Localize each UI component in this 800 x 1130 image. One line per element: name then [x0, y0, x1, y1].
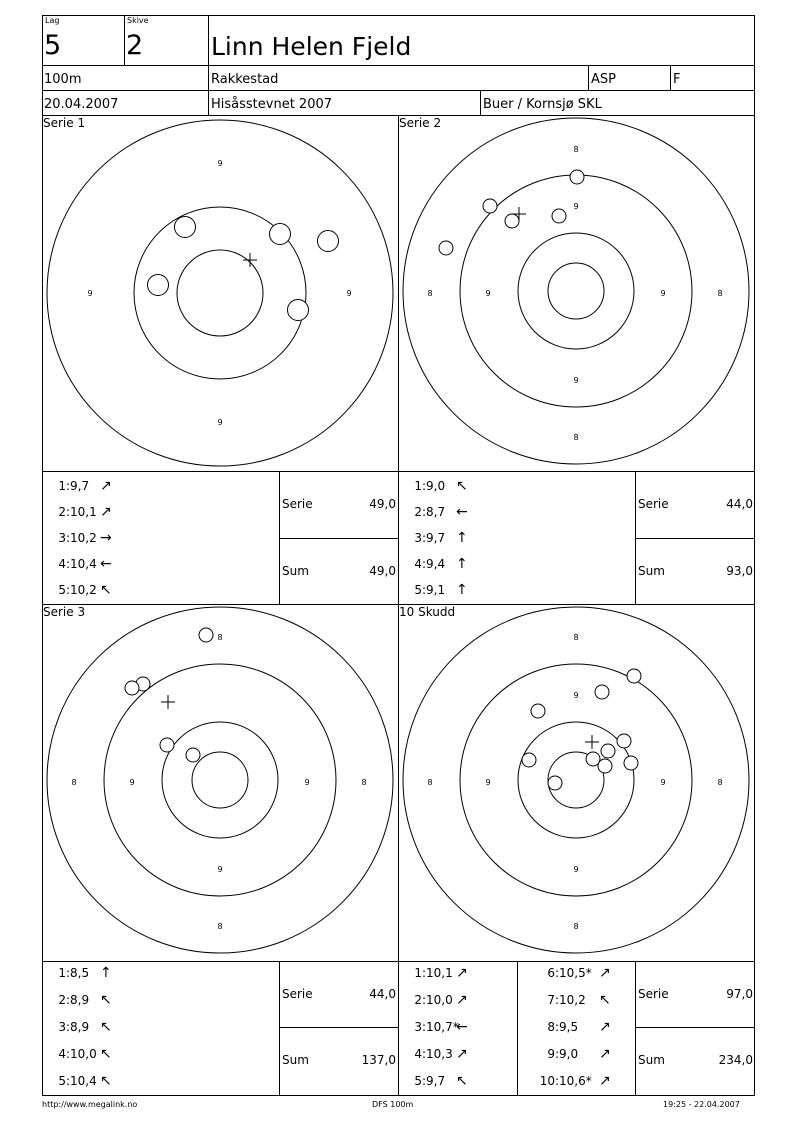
shot-value: 10,2 — [559, 993, 586, 1007]
serie-value: 49,0 — [369, 497, 396, 511]
footer-timestamp: 19:25 - 22.04.2007 — [663, 1100, 740, 1109]
direction-arrow-icon: ↗ — [599, 1019, 611, 1035]
shot-number: 2: — [58, 505, 70, 519]
direction-arrow-icon: ↖ — [100, 992, 112, 1008]
sum-label: Sum — [638, 1053, 665, 1067]
list-item — [533, 1019, 611, 1035]
ring-label: 8 — [361, 778, 367, 787]
shot-value: 9,4 — [426, 557, 446, 571]
direction-arrow-icon: → — [100, 530, 112, 546]
ring-label: 8 — [217, 633, 223, 642]
shot-number: 2: — [414, 505, 426, 519]
direction-arrow-icon: ↑ — [456, 582, 468, 598]
divider — [480, 90, 481, 116]
shot-hole — [598, 759, 612, 773]
shot-value: 9,0 — [559, 1047, 579, 1061]
direction-arrow-icon: ↗ — [456, 1046, 468, 1062]
direction-arrow-icon: ← — [456, 1019, 468, 1035]
shot-hole — [288, 300, 309, 321]
direction-arrow-icon: ↗ — [100, 504, 112, 520]
shot-value: 9,5 — [559, 1020, 579, 1034]
target-serie-3 — [42, 605, 398, 961]
shot-value: 10,0 — [426, 993, 453, 1007]
footer-center: DFS 100m — [372, 1100, 414, 1109]
ring-label: 9 — [660, 289, 666, 298]
ring-label: 9 — [304, 778, 310, 787]
divider — [588, 65, 589, 91]
ring-label: 9 — [660, 778, 666, 787]
direction-arrow-icon: ↗ — [100, 478, 112, 494]
shot-hole — [595, 685, 609, 699]
shot-value: 10,2 — [70, 583, 97, 597]
ring-label: 8 — [573, 433, 579, 442]
ring-label: 8 — [573, 922, 579, 931]
shot-number: 4: — [58, 557, 70, 571]
shot-hole — [148, 275, 169, 296]
list-item — [44, 504, 112, 520]
shot-number: 1: — [58, 966, 70, 980]
target-ring — [518, 233, 634, 349]
serie-value: 44,0 — [369, 987, 396, 1001]
ring-label: 9 — [217, 418, 223, 427]
list-item — [44, 1046, 112, 1062]
ring-label: 9 — [87, 289, 93, 298]
shot-value: 9,0 — [426, 479, 446, 493]
direction-arrow-icon: ↑ — [456, 530, 468, 546]
direction-arrow-icon: ↗ — [599, 1073, 611, 1089]
list-item — [400, 965, 468, 981]
shot-hole — [601, 744, 615, 758]
shot-number: 3: — [414, 1020, 426, 1034]
list-item — [400, 504, 468, 520]
serie-label: Serie — [282, 497, 313, 511]
target-ring — [192, 752, 248, 808]
divider — [635, 1027, 755, 1028]
ring-label: 9 — [217, 865, 223, 874]
shot-hole — [548, 776, 562, 790]
lag-label: Lag — [45, 16, 60, 25]
shot-value: 10,1 — [426, 966, 453, 980]
serie-value: 97,0 — [726, 987, 753, 1001]
list-item — [533, 992, 611, 1008]
shot-value: 8,7 — [426, 505, 446, 519]
sum-value: 49,0 — [369, 564, 396, 578]
class-f: F — [673, 72, 681, 87]
ring-label: 9 — [573, 376, 579, 385]
shot-value: 9,7 — [426, 531, 446, 545]
ring-label: 8 — [71, 778, 77, 787]
shot-number: 2: — [414, 993, 426, 1007]
sum-label: Sum — [282, 564, 309, 578]
shot-number: 4: — [414, 1047, 426, 1061]
panel-title-serie-3: Serie 3 — [43, 605, 86, 619]
divider — [124, 15, 125, 66]
shot-value: 9,7 — [426, 1074, 446, 1088]
shooter-name: Linn Helen Fjeld — [211, 32, 412, 61]
shot-hole — [627, 669, 641, 683]
target-serie-1 — [42, 116, 398, 471]
footer-link[interactable]: http://www.megalink.no — [42, 1100, 138, 1109]
place: Rakkestad — [211, 72, 279, 87]
ring-label: 9 — [485, 289, 491, 298]
ring-label: 8 — [217, 922, 223, 931]
shot-number: 10: — [539, 1074, 559, 1088]
direction-arrow-icon: ↑ — [100, 965, 112, 981]
shot-number: 1: — [58, 479, 70, 493]
panel-title-10-skudd: 10 Skudd — [399, 605, 456, 619]
list-item — [400, 530, 468, 546]
divider — [635, 961, 636, 1096]
shot-number: 3: — [58, 1020, 70, 1034]
shot-value: 10,0 — [70, 1047, 97, 1061]
shot-value: 10,5* — [559, 966, 592, 980]
shot-value: 9,7 — [70, 479, 90, 493]
target-ring — [47, 607, 393, 953]
shot-value: 10,2 — [70, 531, 97, 545]
shot-hole — [624, 756, 638, 770]
shot-number: 5: — [414, 1074, 426, 1088]
distance: 100m — [44, 72, 82, 87]
shot-hole — [160, 738, 174, 752]
shot-hole — [552, 209, 566, 223]
direction-arrow-icon: ↖ — [100, 1019, 112, 1035]
list-item — [400, 478, 468, 494]
direction-arrow-icon: ↑ — [456, 556, 468, 572]
list-item — [533, 965, 611, 981]
skive-label: Skive — [127, 16, 149, 25]
ring-label: 9 — [217, 159, 223, 168]
serie-value: 44,0 — [726, 497, 753, 511]
direction-arrow-icon: ↖ — [456, 1073, 468, 1089]
shot-value: 8,9 — [70, 1020, 90, 1034]
mean-point-cross — [243, 253, 257, 267]
shot-number: 5: — [58, 1074, 70, 1088]
shot-value: 9,1 — [426, 583, 446, 597]
target-ring — [162, 722, 278, 838]
shot-hole — [617, 734, 631, 748]
ring-label: 9 — [346, 289, 352, 298]
shot-number: 2: — [58, 993, 70, 1007]
shot-number: 1: — [414, 966, 426, 980]
panel-title-serie-1: Serie 1 — [43, 116, 86, 130]
target-ring — [403, 607, 749, 953]
divider — [42, 65, 755, 66]
lag-value: 5 — [44, 30, 62, 61]
direction-arrow-icon: ↗ — [456, 965, 468, 981]
direction-arrow-icon: ↖ — [100, 582, 112, 598]
list-item — [44, 582, 112, 598]
skive-value: 2 — [126, 30, 144, 61]
direction-arrow-icon: ↖ — [456, 478, 468, 494]
shot-hole — [199, 628, 213, 642]
shot-number: 1: — [414, 479, 426, 493]
divider — [279, 1027, 398, 1028]
divider — [42, 90, 755, 91]
shot-value: 8,9 — [70, 993, 90, 1007]
event-name: Hisåsstevnet 2007 — [211, 97, 333, 112]
shot-hole — [505, 214, 519, 228]
target-ring — [518, 722, 634, 838]
direction-arrow-icon: ↗ — [599, 1046, 611, 1062]
panel-title-serie-2: Serie 2 — [399, 116, 442, 130]
shot-value: 10,6* — [559, 1074, 592, 1088]
direction-arrow-icon: ↖ — [100, 1046, 112, 1062]
shot-hole — [439, 241, 453, 255]
shot-hole — [270, 224, 291, 245]
shot-hole — [483, 199, 497, 213]
list-item — [400, 992, 468, 1008]
direction-arrow-icon: ↗ — [456, 992, 468, 1008]
list-item — [400, 556, 468, 572]
direction-arrow-icon: ← — [100, 556, 112, 572]
shot-value: 8,5 — [70, 966, 90, 980]
shot-hole — [570, 170, 584, 184]
list-item — [44, 992, 112, 1008]
divider — [42, 961, 755, 962]
divider — [517, 961, 518, 1096]
divider — [279, 961, 280, 1096]
list-item — [400, 1019, 468, 1035]
class-asp: ASP — [591, 72, 616, 87]
ring-label: 9 — [573, 202, 579, 211]
shot-number: 5: — [414, 583, 426, 597]
divider — [670, 65, 671, 91]
shot-number: 7: — [547, 993, 559, 1007]
shot-hole — [186, 748, 200, 762]
shot-number: 3: — [414, 531, 426, 545]
ring-label: 8 — [427, 289, 433, 298]
date: 20.04.2007 — [44, 97, 119, 112]
ring-label: 8 — [573, 633, 579, 642]
shot-value: 10,7* — [426, 1020, 459, 1034]
shot-number: 9: — [547, 1047, 559, 1061]
target-serie-2 — [398, 116, 755, 471]
target-ring — [47, 120, 393, 466]
shot-hole — [175, 217, 196, 238]
direction-arrow-icon: ↖ — [100, 1073, 112, 1089]
list-item — [400, 1073, 468, 1089]
shot-hole — [522, 753, 536, 767]
ring-label: 9 — [573, 691, 579, 700]
list-item — [44, 1019, 112, 1035]
ring-label: 9 — [129, 778, 135, 787]
target-ring — [548, 263, 604, 319]
serie-label: Serie — [638, 987, 669, 1001]
shot-hole — [531, 704, 545, 718]
ring-label: 8 — [717, 289, 723, 298]
list-item — [44, 556, 112, 572]
list-item — [400, 1046, 468, 1062]
shot-number: 3: — [58, 531, 70, 545]
list-item — [533, 1046, 611, 1062]
mean-point-cross — [585, 735, 599, 749]
club-name: Buer / Kornsjø SKL — [483, 97, 602, 112]
direction-arrow-icon: ↗ — [599, 965, 611, 981]
shot-number: 4: — [414, 557, 426, 571]
shot-value: 10,4 — [70, 557, 97, 571]
shot-value: 10,4 — [70, 1074, 97, 1088]
list-item — [533, 1073, 611, 1089]
mean-point-cross — [161, 695, 175, 709]
divider — [42, 471, 755, 472]
list-item — [44, 965, 112, 981]
list-item — [44, 1073, 112, 1089]
target-ring — [104, 664, 336, 896]
shot-value: 10,1 — [70, 505, 97, 519]
sum-value: 93,0 — [726, 564, 753, 578]
sum-value: 234,0 — [718, 1053, 753, 1067]
divider — [279, 538, 398, 539]
ring-label: 8 — [573, 145, 579, 154]
sum-label: Sum — [282, 1053, 309, 1067]
shot-hole — [318, 231, 339, 252]
shot-number: 8: — [547, 1020, 559, 1034]
divider — [635, 538, 755, 539]
ring-label: 8 — [427, 778, 433, 787]
serie-label: Serie — [282, 987, 313, 1001]
list-item — [44, 478, 112, 494]
list-item — [400, 582, 468, 598]
serie-label: Serie — [638, 497, 669, 511]
sum-value: 137,0 — [361, 1053, 396, 1067]
shot-hole — [125, 681, 139, 695]
direction-arrow-icon: ↖ — [599, 992, 611, 1008]
list-item — [44, 530, 112, 546]
sum-label: Sum — [638, 564, 665, 578]
target-10-skudd — [398, 605, 755, 961]
direction-arrow-icon: ← — [456, 504, 468, 520]
shot-number: 6: — [547, 966, 559, 980]
ring-label: 9 — [485, 778, 491, 787]
ring-label: 9 — [573, 865, 579, 874]
ring-label: 8 — [717, 778, 723, 787]
shot-number: 5: — [58, 583, 70, 597]
shot-number: 4: — [58, 1047, 70, 1061]
shot-value: 10,3 — [426, 1047, 453, 1061]
